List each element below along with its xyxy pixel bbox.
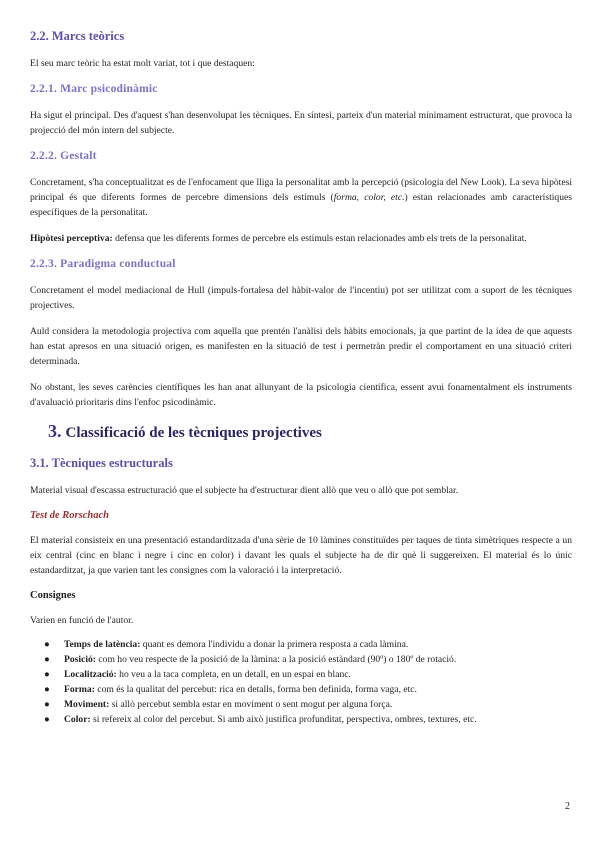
paragraph: No obstant, les seves carències científiques les han anat allunyant de la psicologia científica, essent avui fonamentalment els instruments d'avaluació prioritaris dins l'enfoc psicodinàmic. bbox=[30, 382, 572, 408]
list-item: ● Forma: com és la qualitat del percebut: rica en detalls, forma ben definida, forma vaga, etc. bbox=[44, 684, 417, 695]
bullet-icon: ● bbox=[44, 699, 50, 710]
list-item: ● Posició: com ho veu respecte de la posició de la làmina: a la posició estàndard (90º) o 180º de rotació. bbox=[44, 654, 457, 665]
bullet-icon: ● bbox=[44, 684, 50, 695]
section-heading-3: 3. Classificació de les tècniques projectives bbox=[48, 421, 322, 441]
bullet-icon: ● bbox=[44, 639, 50, 650]
page-number: 2 bbox=[565, 801, 570, 812]
list-item: ● Moviment: si allò percebut sembla estar en moviment o sent mogut per alguna força. bbox=[44, 699, 393, 710]
section-heading-2-2-2: 2.2.2. Gestalt bbox=[30, 150, 97, 162]
list-item: ● Color: si refereix al color del percebut. Si amb això justifica profunditat, perspectiva, ombres, textures, etc. bbox=[44, 714, 477, 725]
paragraph: El seu marc teòric ha estat molt variat, tot i que destaquen: bbox=[30, 58, 255, 69]
section-heading-3-1: 3.1. Tècniques estructurals bbox=[30, 456, 173, 470]
paragraph: El material consisteix en una presentació estandarditzada d'una sèrie de 10 làmines constituïdes per taques de tinta simètriques respecte a un eix central (cinc en blanc i negre i cinc en color) i davant les quals el subjecte ha de dir què li suggereixen. El material és lo únic estandarditzat, ja que varien tant les consignes com la valoració i la interpretació. bbox=[30, 535, 572, 576]
paragraph: Hipòtesi perceptiva: defensa que les diferents formes de percebre els estímuls estan relacionades amb els trets de la personalitat. bbox=[30, 233, 527, 244]
section-heading-2-2-3: 2.2.3. Paradigma conductual bbox=[30, 258, 176, 270]
paragraph: Concretament el model mediacional de Hull (impuls-fortalesa del hàbit-valor de l'incentiu) pot ser utilitzat com a suport de les tècniques projectives. bbox=[30, 285, 572, 311]
list-item: ● Localització: ho veu a la taca completa, en un detall, en un espai en blanc. bbox=[44, 669, 351, 680]
paragraph: Auld considera la metodologia projectiva com aquella que prentén l'anàlisi dels hàbits emocionals, ja que partint de la idea de que aquests han estat apresos en una situació origen, es manifesten en la situació de test i permetràn predir el comportament en una situació criteri determinada. bbox=[30, 326, 572, 367]
paragraph: Material visual d'escassa estructuració que el subjecte ha d'estructurar dient allò que veu o allò que pot semblar. bbox=[30, 485, 459, 496]
list-item: ● Temps de latència: quant es demora l'individu a donar la primera resposta a cada làmina. bbox=[44, 639, 409, 650]
paragraph: Concretament, s'ha conceptualitzat es de l'enfocament que lliga la personalitat amb la percepció (psicologia del New Look). La seva hipòtesi principal és que diferents formes de percebre dimensions dels estímuls (forma, color, etc.) estan relacionades amb característiques específiques de la personalitat. bbox=[30, 177, 572, 218]
paragraph: Ha sigut el principal. Des d'aquest s'han desenvolupat les tècniques. En síntesi, parteix d'un material mínimament estructurat, que provoca la projecció del món intern del subjecte. bbox=[30, 110, 572, 136]
section-heading-2-2: 2.2. Marcs teòrics bbox=[30, 29, 125, 43]
paragraph: Varien en funció de l'autor. bbox=[30, 615, 134, 626]
subsection-heading-rorschach: Test de Rorschach bbox=[30, 510, 109, 521]
bullet-icon: ● bbox=[44, 714, 50, 725]
bullet-icon: ● bbox=[44, 654, 50, 665]
bullet-icon: ● bbox=[44, 669, 50, 680]
consignes-heading: Consignes bbox=[30, 590, 76, 601]
consignes-list bbox=[30, 637, 572, 727]
document-page bbox=[30, 28, 572, 727]
section-heading-2-2-1: 2.2.1. Marc psicodinàmic bbox=[30, 83, 158, 95]
